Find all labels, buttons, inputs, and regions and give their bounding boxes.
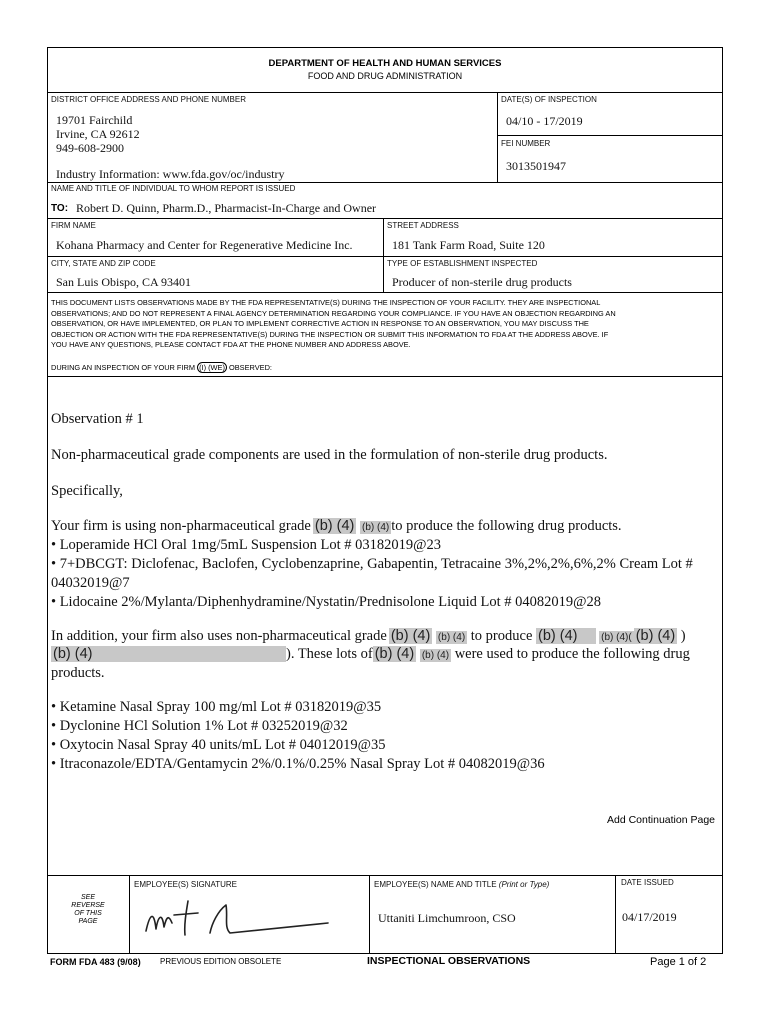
divider	[129, 875, 130, 954]
during-options: (I) (WE)	[199, 363, 225, 372]
agency-subtitle: FOOD AND DRUG ADMINISTRATION	[307, 71, 463, 81]
redaction: (b) (4)	[51, 646, 286, 662]
divider	[615, 875, 616, 954]
redaction: (b) (4)	[536, 628, 595, 644]
divider	[383, 218, 384, 292]
notice-text	[51, 298, 719, 351]
divider	[47, 92, 723, 93]
date-issued-value: 04/17/2019	[622, 910, 677, 924]
see-reverse	[47, 894, 129, 926]
redaction: (b) (4)	[437, 632, 466, 643]
divider	[497, 135, 723, 136]
specifically: Specifically,	[51, 483, 123, 499]
issued-to-prefix: TO:	[51, 203, 69, 214]
fei-value: 3013501947	[506, 159, 566, 173]
signature-label: EMPLOYEE(S) SIGNATURE	[134, 880, 237, 889]
observation-summary: Non-pharmaceutical grade components are used in the formulation of non-sterile drug products.	[51, 447, 608, 463]
redaction: (b) (4)(	[601, 632, 632, 643]
previous-edition: PREVIOUS EDITION OBSOLETE	[160, 957, 282, 966]
divider	[47, 376, 723, 377]
paragraph-2-line2	[51, 646, 690, 663]
redaction: (b) (4)	[374, 646, 415, 662]
list1-item: • Lidocaine 2%/Mylanta/Diphenhydramine/Nystatin/Prednisolone Liquid Lot # 04082019@28	[51, 594, 602, 610]
redaction: (b) (4)	[635, 628, 676, 644]
during-prefix: DURING AN INSPECTION OF YOUR FIRM	[51, 363, 195, 372]
district-phone: 949-608-2900	[56, 141, 124, 155]
paragraph-1	[51, 518, 622, 535]
redaction: (b) (4)	[390, 628, 431, 644]
see-reverse-line: PAGE	[78, 918, 98, 925]
street-label: STREET ADDRESS	[387, 221, 459, 230]
list1-item: 04032019@7	[51, 575, 130, 591]
district-line2: Irvine, CA 92612	[56, 127, 140, 141]
see-reverse-line: OF THIS	[74, 910, 102, 917]
divider	[47, 256, 723, 257]
see-reverse-line: SEE	[80, 894, 95, 901]
during-suffix: OBSERVED:	[228, 363, 272, 372]
issued-to-label: NAME AND TITLE OF INDIVIDUAL TO WHOM REPORT IS ISSUED	[51, 184, 296, 193]
dates-label: DATE(S) OF INSPECTION	[501, 95, 597, 104]
employee-name-label-italic: (Print or Type)	[498, 880, 550, 889]
list2-item: • Oxytocin Nasal Spray 40 units/mL Lot # 04012019@35	[51, 737, 386, 753]
district-label: DISTRICT OFFICE ADDRESS AND PHONE NUMBER	[51, 95, 246, 104]
observation-title: Observation # 1	[51, 411, 144, 427]
divider	[47, 875, 723, 876]
list2-item: • Dyclonine HCl Solution 1% Lot # 03252019@32	[51, 718, 348, 734]
divider	[497, 92, 498, 182]
p2-text-b: to produce	[470, 628, 533, 644]
footer-title: INSPECTIONAL OBSERVATIONS	[367, 955, 531, 967]
firm-label: FIRM NAME	[51, 221, 96, 230]
divider	[47, 218, 723, 219]
during-inspection	[51, 363, 272, 372]
employee-name-label-text: EMPLOYEE(S) NAME AND TITLE	[374, 880, 497, 889]
firm-value: Kohana Pharmacy and Center for Regenerative Medicine Inc.	[56, 238, 353, 252]
city-value: San Luis Obispo, CA 93401	[56, 275, 192, 289]
list2-item: • Ketamine Nasal Spray 100 mg/ml Lot # 03182019@35	[51, 699, 382, 715]
establishment-label: TYPE OF ESTABLISHMENT INSPECTED	[387, 259, 538, 268]
employee-name-value: Uttaniti Limchumroon, CSO	[378, 911, 516, 925]
district-line1: 19701 Fairchild	[56, 113, 133, 127]
establishment-value: Producer of non-sterile drug products	[392, 275, 572, 289]
list1-item: • Loperamide HCl Oral 1mg/5mL Suspension Lot # 03182019@23	[51, 537, 442, 553]
redaction: (b) (4)	[361, 522, 390, 533]
p1-text-a: Your firm is using non-pharmaceutical grade	[51, 518, 311, 534]
fei-label: FEI NUMBER	[501, 139, 551, 148]
p1-text-b: to produce the following drug products.	[391, 518, 622, 534]
add-continuation-page-button[interactable]: Add Continuation Page	[607, 814, 715, 826]
city-label: CITY, STATE AND ZIP CODE	[51, 259, 156, 268]
list2-item: • Itraconazole/EDTA/Gentamycin 2%/0.1%/0.25% Nasal Spray Lot # 04082019@36	[51, 756, 545, 772]
paragraph-2-line3: products.	[51, 665, 105, 681]
divider	[47, 292, 723, 293]
p2-close: )	[680, 628, 686, 644]
handwritten-signature	[140, 893, 340, 943]
see-reverse-line: REVERSE	[71, 902, 105, 909]
notice-line: OBSERVATION, OR HAVE IMPLEMENTED, OR PLAN TO IMPLEMENT CORRECTIVE ACTION IN RESPONSE TO AN OBSERVATION, YOU MAY DISCUSS THE	[51, 319, 589, 328]
paragraph-2-line1	[51, 628, 686, 645]
p2-text-c: ). These lots of	[286, 646, 373, 662]
industry-info: Industry Information: www.fda.gov/oc/industry	[56, 167, 285, 181]
dates-value: 04/10 - 17/2019	[506, 114, 583, 128]
divider	[369, 875, 370, 954]
redaction: (b) (4)	[314, 518, 355, 534]
notice-line: THIS DOCUMENT LISTS OBSERVATIONS MADE BY THE FDA REPRESENTATIVE(S) DURING THE INSPECTION OF YOUR FACILITY. THEY ARE INSPECTIONAL	[51, 298, 601, 307]
p2-text-a: In addition, your firm also uses non-pharmaceutical grade	[51, 628, 387, 644]
divider	[47, 182, 723, 183]
date-issued-label: DATE ISSUED	[621, 878, 674, 887]
form-number: FORM FDA 483 (9/08)	[50, 957, 141, 967]
agency-title: DEPARTMENT OF HEALTH AND HUMAN SERVICES	[268, 58, 502, 69]
notice-line: YOU HAVE ANY QUESTIONS, PLEASE CONTACT FDA AT THE PHONE NUMBER AND ADDRESS ABOVE.	[51, 340, 411, 349]
p2-text-d: were used to produce the following drug	[454, 646, 690, 662]
street-value: 181 Tank Farm Road, Suite 120	[392, 238, 545, 252]
notice-line: OBJECTION OR ACTION WITH THE FDA REPRESENTATIVE(S) DURING THE INSPECTION OR SUBMIT THIS INFORMATION TO FDA AT THE ADDRESS ABOVE. IF	[51, 329, 609, 339]
notice-line: OBSERVATIONS; AND DO NOT REPRESENT A FINAL AGENCY DETERMINATION REGARDING YOUR COMPLIANCE. IF YOU HAVE AN OBJECTION REGARDING AN	[51, 308, 616, 318]
employee-name-label	[374, 880, 549, 889]
issued-to-value: Robert D. Quinn, Pharm.D., Pharmacist-In-Charge and Owner	[76, 201, 377, 215]
list1-item: • 7+DBCGT: Diclofenac, Baclofen, Cyclobenzaprine, Gabapentin, Tetracaine 3%,2%,2%,6%,2% Cream Lot #	[51, 556, 693, 572]
page-number: Page 1 of 2	[650, 956, 707, 968]
redaction: (b) (4)	[421, 650, 450, 661]
